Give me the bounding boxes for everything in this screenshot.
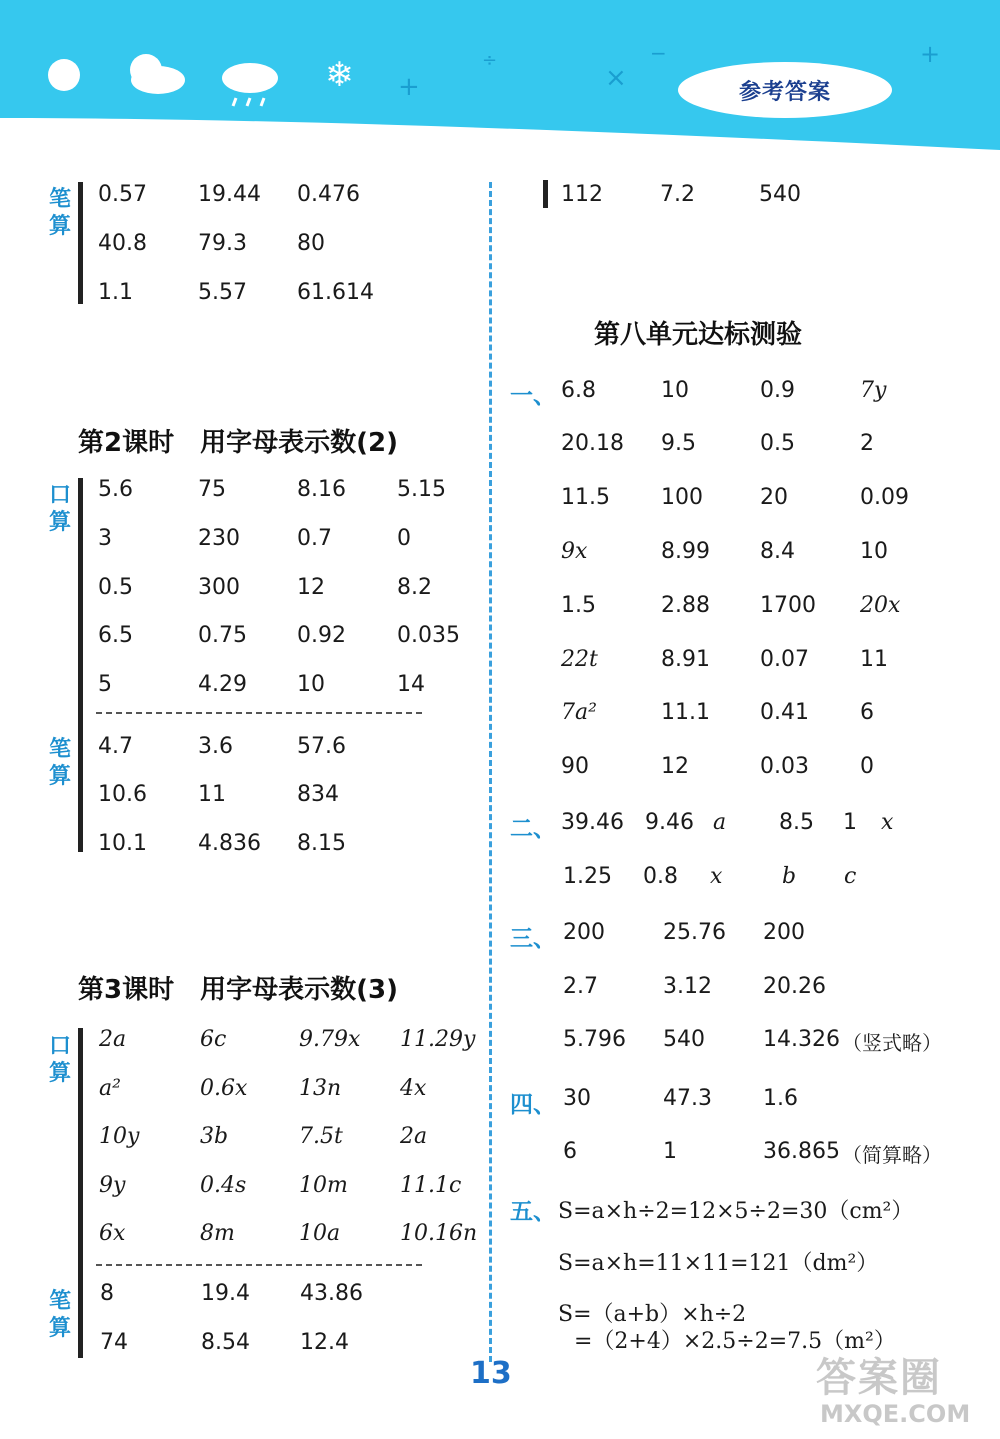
cell: 834 [297, 782, 339, 807]
bracket-bar [543, 180, 548, 208]
watermark [812, 1346, 990, 1434]
cell: 0.8 [643, 864, 678, 889]
cell: 0.5 [98, 575, 133, 600]
cell: 19.4 [201, 1281, 250, 1306]
cell: 75 [198, 477, 226, 502]
cell: 22t [561, 647, 598, 672]
cell: 80 [297, 231, 325, 256]
cell: 0.7 [297, 526, 332, 551]
cell: x [710, 864, 723, 889]
cell: 4.836 [198, 831, 261, 856]
cell: 20 [760, 485, 788, 510]
cell: 6.5 [98, 623, 133, 648]
bracket-bar [78, 182, 83, 304]
page-number: 13 [470, 1356, 512, 1391]
cell: 9.79x [299, 1027, 361, 1052]
plus-icon: + [398, 72, 420, 102]
answer-key-label: 参考答案 [678, 62, 892, 118]
cell: 4.29 [198, 672, 247, 697]
cell: 8.54 [201, 1330, 250, 1355]
oral-calc-tag: 口算 [48, 1034, 71, 1086]
cell: 8.2 [397, 575, 432, 600]
watermark-url: MXQE.COM [820, 1400, 971, 1428]
cell: 0.6x [200, 1076, 248, 1101]
written-calc-tag: 笔算 [48, 187, 71, 239]
cell: 20.18 [561, 431, 624, 456]
dashed-separator [96, 1264, 422, 1266]
cell: 540 [663, 1027, 705, 1052]
cell: 5.57 [198, 280, 247, 305]
cell: 10.6 [98, 782, 147, 807]
cell: a² [99, 1076, 121, 1101]
cell: 9.5 [661, 431, 696, 456]
cell: 3.12 [663, 974, 712, 999]
cell: 10y [99, 1124, 140, 1149]
cell: 0.92 [297, 623, 346, 648]
cell: 61.614 [297, 280, 374, 305]
cell: 79.3 [198, 231, 247, 256]
cell: 11.1c [400, 1173, 462, 1198]
cell: 40.8 [98, 231, 147, 256]
cell: 11 [198, 782, 226, 807]
cell: 19.44 [198, 182, 261, 207]
cell: 2a [99, 1027, 127, 1052]
cell: 1.5 [561, 593, 596, 618]
cell: 6 [563, 1139, 577, 1164]
cell: 9x [561, 539, 588, 564]
cell: 5.796 [563, 1027, 626, 1052]
cell: 7a² [561, 700, 597, 725]
cell: 5 [98, 672, 112, 697]
cell: 1.1 [98, 280, 133, 305]
cell: 0.57 [98, 182, 147, 207]
note-vertical-omitted: （竖式略） [842, 1031, 942, 1055]
formula-line-2: S=a×h=11×11=121（dm²） [558, 1251, 879, 1276]
cell: 2 [860, 431, 874, 456]
cell: 4.7 [98, 734, 133, 759]
cell: 7.5t [299, 1124, 343, 1149]
cell: 0 [397, 526, 411, 551]
cell: 90 [561, 754, 589, 779]
question-3-label: 三、 [510, 926, 556, 952]
cell: 43.86 [300, 1281, 363, 1306]
cell: 1.25 [563, 864, 612, 889]
cell: 11 [860, 647, 888, 672]
cell: 10.1 [98, 831, 147, 856]
cell: 0.035 [397, 623, 460, 648]
cell: a [713, 810, 727, 835]
bracket-bar [78, 1028, 83, 1358]
cell: 74 [100, 1330, 128, 1355]
cell: 8.4 [760, 539, 795, 564]
cell: 300 [198, 575, 240, 600]
cell: 2.7 [563, 974, 598, 999]
written-calc-tag: 笔算 [48, 737, 71, 789]
lesson-2-title: 第2课时 用字母表示数(2) [78, 428, 398, 458]
lesson-3-title: 第3课时 用字母表示数(3) [78, 975, 398, 1005]
cell: 5.6 [98, 477, 133, 502]
cell: 20x [860, 593, 901, 618]
written-calc-tag: 笔算 [48, 1289, 71, 1341]
cell: 11.5 [561, 485, 610, 510]
cell: 9.46 [645, 810, 694, 835]
cell: 0 [860, 754, 874, 779]
cell: 0.9 [760, 378, 795, 403]
cell: 0.41 [760, 700, 809, 725]
oral-calc-tag: 口算 [48, 483, 71, 535]
cell: 7.2 [660, 182, 695, 207]
cell: 2.88 [661, 593, 710, 618]
cell: 3.6 [198, 734, 233, 759]
formula-line-4: =（2+4）×2.5÷2=7.5（m²） [574, 1329, 896, 1354]
cell: 0.75 [198, 623, 247, 648]
question-2-label: 二、 [510, 816, 556, 842]
question-5-label: 五、 [510, 1199, 556, 1225]
cell: 200 [563, 920, 605, 945]
cell: 12 [297, 575, 325, 600]
cell: 57.6 [297, 734, 346, 759]
cell: 30 [563, 1086, 591, 1111]
dashed-separator [96, 712, 422, 714]
cell: 10.16n [400, 1221, 478, 1246]
cell: 10 [297, 672, 325, 697]
cell: 7y [860, 378, 887, 403]
question-1-label: 一、 [510, 383, 556, 409]
cell: 12.4 [300, 1330, 349, 1355]
cell: 6 [860, 700, 874, 725]
cell: 3b [200, 1124, 229, 1149]
cell: 25.76 [663, 920, 726, 945]
cell: 13n [299, 1076, 342, 1101]
times-icon: × [605, 63, 627, 93]
cell: 14.326 [763, 1027, 840, 1052]
cell: 6.8 [561, 378, 596, 403]
cell: 0.5 [760, 431, 795, 456]
cell: 39.46 [561, 810, 624, 835]
cell: 12 [661, 754, 689, 779]
cell: 1.6 [763, 1086, 798, 1111]
cell: 11.1 [661, 700, 710, 725]
cell: 8.5 [779, 810, 814, 835]
cell: 8m [200, 1221, 235, 1246]
cell: 0.07 [760, 647, 809, 672]
cell: 6x [99, 1221, 126, 1246]
cell: 10m [299, 1173, 348, 1198]
cell: 8 [100, 1281, 114, 1306]
sun-icon [48, 59, 80, 91]
cell: 2a [400, 1124, 428, 1149]
cell: 9y [99, 1173, 126, 1198]
cell: 112 [561, 182, 603, 207]
cell: 5.15 [397, 477, 446, 502]
cell: 540 [759, 182, 801, 207]
unit-8-test-title: 第八单元达标测验 [594, 320, 803, 350]
formula-line-3: S=（a+b）×h÷2 [558, 1302, 747, 1327]
header-banner [0, 0, 1000, 150]
cell: 20.26 [763, 974, 826, 999]
cell: 0.09 [860, 485, 909, 510]
cell: 8.15 [297, 831, 346, 856]
snowflake-icon: ❄ [325, 55, 354, 95]
bracket-bar [78, 478, 83, 852]
cell: 36.865 [763, 1139, 840, 1164]
cell: 8.91 [661, 647, 710, 672]
cell: 14 [397, 672, 425, 697]
cell: 10 [661, 378, 689, 403]
cell: 1 [843, 810, 857, 835]
cell: 11.29y [400, 1027, 476, 1052]
minus-icon: − [650, 41, 667, 65]
cell: 47.3 [663, 1086, 712, 1111]
cell: 0.4s [200, 1173, 247, 1198]
note-simplified-omitted: （简算略） [842, 1143, 942, 1167]
cell: 4x [400, 1076, 427, 1101]
cell: b [782, 864, 797, 889]
cell: 100 [661, 485, 703, 510]
cell: 10 [860, 539, 888, 564]
question-4-label: 四、 [510, 1092, 556, 1118]
cell: 200 [763, 920, 805, 945]
watermark-title: 答案圈 [816, 1355, 942, 1401]
plus-icon: + [920, 40, 941, 68]
cell: 230 [198, 526, 240, 551]
cell: x [881, 810, 894, 835]
formula-line-1: S=a×h÷2=12×5÷2=30（cm²） [558, 1199, 914, 1224]
cell: 10a [299, 1221, 341, 1246]
divide-icon: ÷ [482, 50, 498, 71]
cell: 8.16 [297, 477, 346, 502]
cell: 0.03 [760, 754, 809, 779]
cell: 0.476 [297, 182, 360, 207]
cell: c [844, 864, 857, 889]
cell: 1700 [760, 593, 816, 618]
cell: 3 [98, 526, 112, 551]
cell: 6c [200, 1027, 227, 1052]
column-divider [489, 182, 492, 1362]
cell: 8.99 [661, 539, 710, 564]
cell: 1 [663, 1139, 677, 1164]
